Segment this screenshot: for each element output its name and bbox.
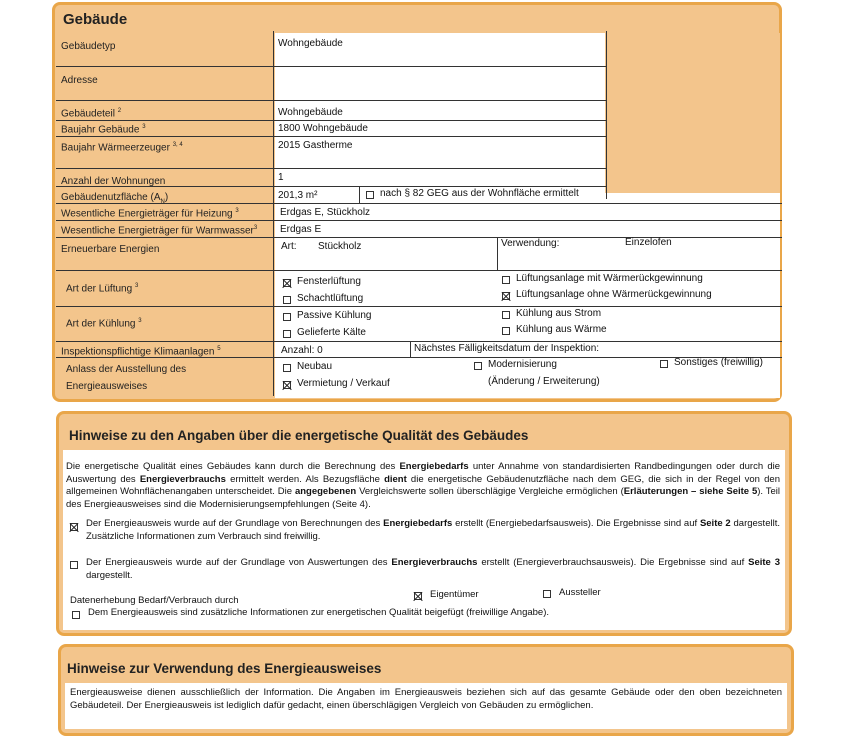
- erneuerbare-art-value: Stückholz: [318, 241, 362, 252]
- erneuerbare-label: Erneuerbare Energien: [61, 244, 160, 255]
- energietraeger-heizung-value: Erdgas E, Stückholz: [280, 207, 371, 218]
- anlass-label-1: Anlass der Ausstellung des: [66, 364, 187, 375]
- option-verbrauch-checkbox[interactable]: [70, 561, 78, 569]
- baujahr-waermeerzeuger-value: 2015 Gastherme: [278, 140, 353, 151]
- klimaanlagen-faelligkeit: Nächstes Fälligkeitsdatum der Inspektion:: [414, 343, 600, 354]
- lueftung-mit-wrg-label: Lüftungsanlage mit Wärmerückgewinnung: [516, 273, 703, 284]
- aussteller-checkbox[interactable]: [543, 590, 551, 598]
- eigentuemer-checkbox[interactable]: [414, 592, 422, 600]
- nutzflaeche-label: Gebäudenutzfläche $(A_N)$: [61, 192, 169, 205]
- option-bedarf-checkbox[interactable]: [70, 523, 78, 531]
- lueftung-ohne-wrg-label: Lüftungsanlage ohne Wärmerückgewinnung: [516, 289, 712, 300]
- passive-kuehlung-checkbox[interactable]: [283, 313, 291, 321]
- anzahl-wohnungen-value: 1: [278, 172, 284, 183]
- hinweise-angaben-paragraph: Die energetische Qualität eines Gebäudes kann durch die Berechnung des Energiebedarfs unter Annahme von standardisierten Randbedingungen oder durch die Auswertung des Energieverbrauchs ermittelt werden. Als Bezugsfläche dient die energetische Gebäudenutzfläche nach dem GEG, die sich in der Regel von den allgemeinen Wohnflächenangaben unterscheidet. Die angegebenen Vergleichswerte sollen überschlägige Vergleiche ermöglichen (Erläuterungen – siehe Seite 5). Teil des Energieausweises sind die Modernisierungsempfehlungen (Seite 4).: [66, 461, 780, 510]
- vermietung-checkbox[interactable]: [283, 381, 291, 389]
- kuehlung-strom-label: Kühlung aus Strom: [516, 308, 602, 319]
- gebaeudetyp-value: Wohngebäude: [278, 38, 343, 49]
- gebaeude-photo-area: [605, 33, 780, 193]
- neubau-label: Neubau: [297, 361, 333, 372]
- erneuerbare-art-label: Art:: [281, 241, 297, 252]
- gebaeudeteil-value: Wohngebäude: [278, 107, 343, 118]
- kuehlung-waerme-label: Kühlung aus Wärme: [516, 324, 607, 335]
- sonstiges-label: Sonstiges (freiwillig): [674, 357, 763, 368]
- zusatz-checkbox[interactable]: [72, 611, 80, 619]
- schachtlueftung-label: Schachtlüftung: [297, 293, 364, 304]
- hinweise-verwendung-title: Hinweise zur Verwendung des Energieausweises: [67, 661, 382, 676]
- zusatz-label: Dem Energieausweis sind zusätzliche Informationen zur energetischen Qualität beigefügt (freiwillige Angabe).: [88, 607, 550, 618]
- schachtlueftung-checkbox[interactable]: [283, 296, 291, 304]
- datenerhebung-label: Datenerhebung Bedarf/Verbrauch durch: [70, 595, 239, 606]
- baujahr-gebaeude-value: 1800 Wohngebäude: [278, 123, 368, 134]
- option-bedarf-text: Der Energieausweis wurde auf der Grundlage von Berechnungen des Energiebedarfs erstellt (Energiebedarfsausweis). Die Ergebnisse sind auf Seite 2 dargestellt. Zusätzliche Informationen zum Verbrauch sind freiwillig.: [86, 518, 780, 542]
- lueftung-label: Art der Lüftung $^3$: [66, 283, 139, 295]
- eigentuemer-label: Eigentümer: [430, 589, 479, 600]
- gebaeudeteil-label: Gebäudeteil $^2$: [61, 108, 122, 120]
- fensterlueftung-label: Fensterlüftung: [297, 276, 361, 287]
- lueftung-mit-wrg-checkbox[interactable]: [502, 276, 510, 284]
- erneuerbare-verwendung-value: Einzelofen: [625, 237, 672, 248]
- klimaanlagen-anzahl: Anzahl: 0: [281, 345, 323, 356]
- modernisierung-label: Modernisierung: [488, 359, 557, 370]
- baujahr-waermeerzeuger-label: Baujahr Wärmeerzeuger $^{3, 4}$: [61, 142, 183, 154]
- baujahr-gebaeude-label: Baujahr Gebäude $^3$: [61, 124, 146, 136]
- erneuerbare-verwendung-label: Verwendung:: [501, 238, 560, 249]
- gelieferte-kaelte-label: Gelieferte Kälte: [297, 327, 366, 338]
- anlass-label-2: Energieausweises: [66, 381, 148, 392]
- adresse-label: Adresse: [61, 75, 98, 86]
- gebaeude-title: Gebäude: [63, 11, 128, 28]
- energietraeger-warmwasser-label: Wesentliche Energieträger für Warmwasser$^3$: [61, 225, 258, 237]
- sonstiges-checkbox[interactable]: [660, 360, 668, 368]
- hinweise-angaben-title: Hinweise zu den Angaben über die energetische Qualität des Gebäudes: [69, 428, 529, 443]
- aenderung-label: (Änderung / Erweiterung): [488, 376, 600, 387]
- nutzflaeche-checkbox[interactable]: [366, 191, 374, 199]
- kuehlung-strom-checkbox[interactable]: [502, 311, 510, 319]
- fensterlueftung-checkbox[interactable]: [283, 279, 291, 287]
- nutzflaeche-checkbox-label: nach § 82 GEG aus der Wohnfläche ermittelt: [380, 188, 579, 199]
- lueftung-ohne-wrg-checkbox[interactable]: [502, 292, 510, 300]
- nutzflaeche-value: 201,3 m²: [278, 190, 318, 201]
- modernisierung-checkbox[interactable]: [474, 362, 482, 370]
- klimaanlagen-label: Inspektionspflichtige Klimaanlagen $^5$: [61, 346, 221, 358]
- passive-kuehlung-label: Passive Kühlung: [297, 310, 372, 321]
- anzahl-wohnungen-label: Anzahl der Wohnungen: [61, 176, 166, 187]
- energietraeger-heizung-label: Wesentliche Energieträger für Heizung $^3$: [61, 208, 239, 220]
- gelieferte-kaelte-checkbox[interactable]: [283, 330, 291, 338]
- option-verbrauch-text: Der Energieausweis wurde auf der Grundlage von Auswertungen des Energieverbrauchs erstellt (Energieverbrauchsausweis). Die Ergebnisse sind auf Seite 3 dargestellt.: [86, 557, 780, 581]
- hinweise-verwendung-text: Energieausweise dienen ausschließlich der Information. Die Angaben im Energieausweis beziehen sich auf das gesamte Gebäude oder den oben bezeichneten Gebäudeteil. Der Energieausweis ist lediglich dafür gedacht, einen überschlägigen Vergleich von Gebäuden zu ermöglichen.: [70, 687, 782, 711]
- vermietung-label: Vermietung / Verkauf: [297, 378, 390, 389]
- kuehlung-waerme-checkbox[interactable]: [502, 327, 510, 335]
- energietraeger-warmwasser-value: Erdgas E: [280, 224, 322, 235]
- neubau-checkbox[interactable]: [283, 364, 291, 372]
- aussteller-label: Aussteller: [559, 587, 601, 598]
- kuehlung-label: Art der Kühlung $^3$: [66, 318, 142, 330]
- gebaeudetyp-label: Gebäudetyp: [61, 41, 116, 52]
